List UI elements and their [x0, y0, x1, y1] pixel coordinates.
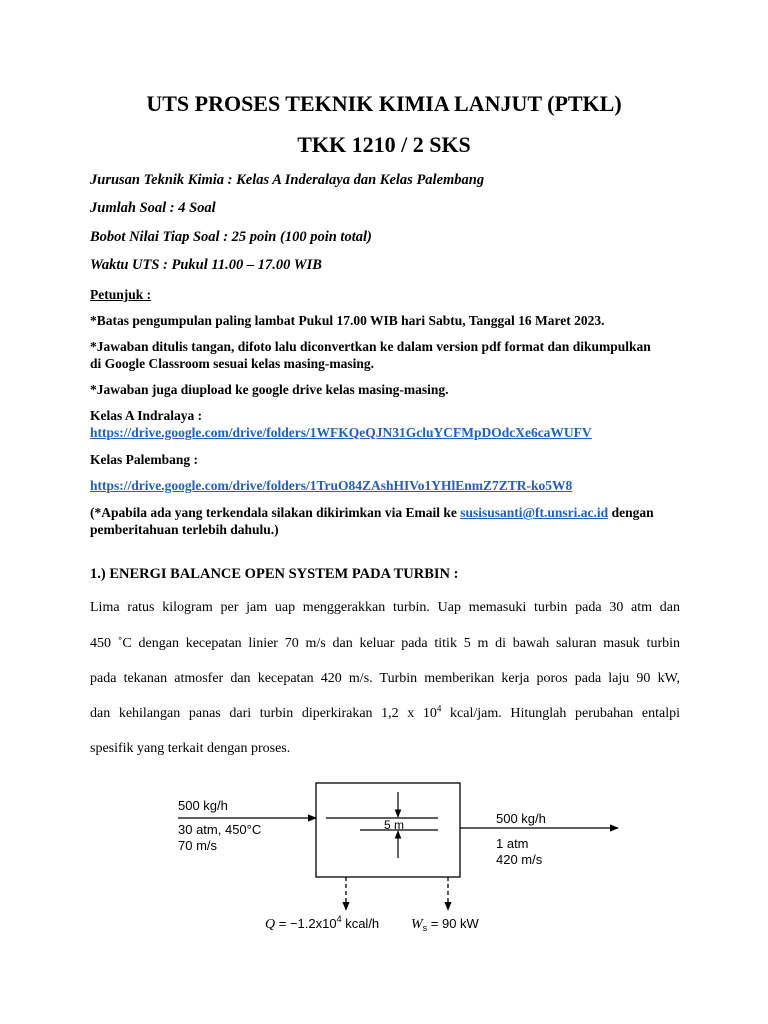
question1-line2: 450 ˚C dengan kecepatan linier 70 m/s dan keluar pada titik 5 m di bawah saluran masuk turbin — [90, 636, 680, 651]
q-exponent: 4 — [336, 914, 342, 924]
inlet-velocity-label: 70 m/s — [178, 838, 218, 853]
question1-line1: Lima ratus kilogram per jam uap menggerakkan turbin. Uap memasuki turbin pada 30 atm dan — [90, 600, 680, 615]
question1-line4-post: kcal/jam. Hitunglah perubahan entalpi — [441, 706, 680, 721]
q-unit: kcal/h — [341, 916, 380, 931]
petunjuk-item-format-line2: di Google Classroom sesuai kelas masing-masing. — [90, 356, 375, 371]
outlet-flow-label: 500 kg/h — [496, 811, 546, 826]
heat-loss-label — [265, 914, 379, 932]
question1-line5: spesifik yang terkait dengan proses. — [90, 741, 291, 756]
q-value: = −1.2x10 — [275, 916, 337, 931]
note-line2: pemberitahuan terlebih dahulu.) — [90, 522, 279, 537]
ws-value: = 90 kW — [427, 916, 479, 931]
question1-line3: pada tekanan atmosfer dan kecepatan 420 m/s. Turbin memberikan kerja poros pada laju 90 kW, — [90, 671, 680, 686]
note-suffix: dengan — [608, 505, 654, 520]
kelas-palembang-drive-link[interactable]: https://drive.google.com/drive/folders/1TruO84ZAshHIVo1YHlEnmZ7ZTR-ko5W8 — [90, 478, 573, 493]
jurusan-line: Jurusan Teknik Kimia : Kelas A Inderalaya dan Kelas Palembang — [90, 172, 485, 188]
question1-line4-exponent: 4 — [436, 703, 442, 714]
petunjuk-heading: Petunjuk : — [90, 287, 152, 302]
q-symbol: Q — [265, 917, 276, 932]
question1-line4-pre: dan kehilangan panas dari turbin diperkirakan 1,2 x 10 — [90, 706, 437, 721]
ws-subscript: s — [422, 923, 428, 933]
inlet-condition-label: 30 atm, 450°C — [178, 822, 262, 837]
kelas-a-drive-link[interactable]: https://drive.google.com/drive/folders/1WFKQeQJN31GcluYCFMpDOdcXe6caWUFV — [90, 425, 592, 440]
outlet-velocity-label: 420 m/s — [496, 852, 543, 867]
kelas-palembang-label: Kelas Palembang : — [90, 452, 198, 467]
outlet-pressure-label: 1 atm — [496, 836, 529, 851]
height-label: 5 m — [384, 818, 405, 832]
note-line1 — [90, 505, 654, 521]
turbine-diagram — [0, 770, 768, 940]
kelas-a-label: Kelas A Indralaya : — [90, 408, 203, 423]
shaft-work-label — [411, 916, 480, 933]
inlet-flow-label: 500 kg/h — [178, 798, 228, 813]
jumlah-soal-line: Jumlah Soal : 4 Soal — [90, 200, 216, 216]
note-prefix: (*Apabila ada yang terkendala silakan dikirimkan via Email ke — [90, 505, 461, 520]
ws-symbol: W — [411, 917, 423, 932]
petunjuk-item-deadline: *Batas pengumpulan paling lambat Pukul 17.00 WIB hari Sabtu, Tanggal 16 Maret 2023. — [90, 313, 605, 328]
email-link[interactable]: susisusanti@ft.unsri.ac.id — [460, 505, 609, 520]
petunjuk-item-format-line1: *Jawaban ditulis tangan, difoto lalu diconvertkan ke dalam version pdf format dan dikumpulkan — [90, 339, 651, 354]
course-code: TKK 1210 / 2 SKS — [297, 132, 471, 157]
page-title: UTS PROSES TEKNIK KIMIA LANJUT (PTKL) — [146, 91, 622, 116]
question1-line4 — [90, 703, 680, 722]
question1-heading: 1.) ENERGI BALANCE OPEN SYSTEM PADA TURBIN : — [90, 566, 459, 582]
bobot-line: Bobot Nilai Tiap Soal : 25 poin (100 poin total) — [90, 229, 372, 245]
waktu-line: Waktu UTS : Pukul 11.00 – 17.00 WIB — [90, 257, 322, 273]
petunjuk-item-upload: *Jawaban juga diupload ke google drive kelas masing-masing. — [90, 382, 449, 397]
